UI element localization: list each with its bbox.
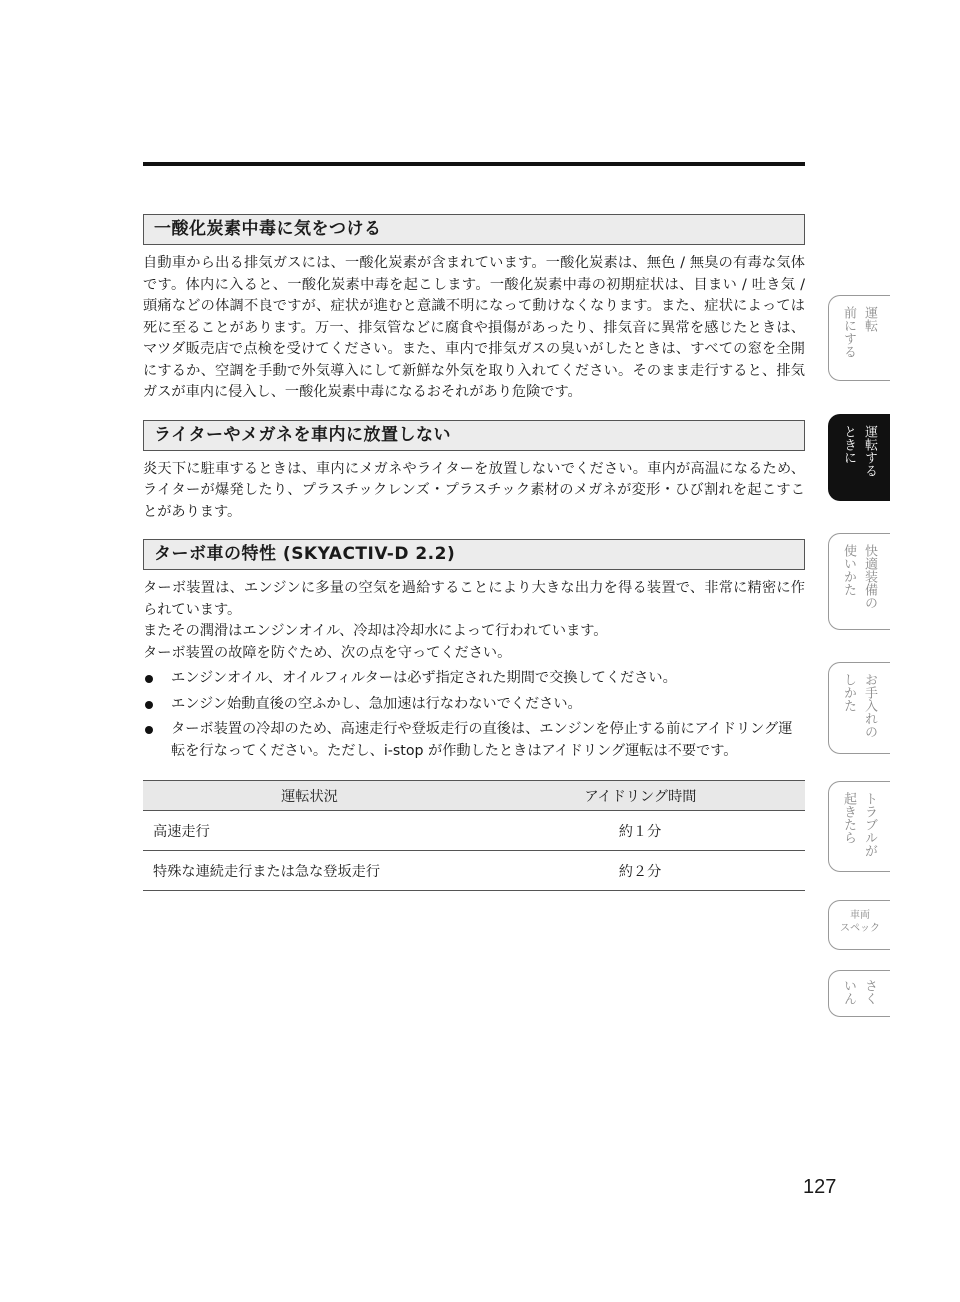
section-title: 一酸化炭素中毒に気をつける: [143, 214, 805, 245]
section-title: ターボ車の特性 (SKYACTIV-D 2.2): [143, 539, 805, 570]
tab-label: 運転: [862, 306, 877, 332]
bullet-icon: [145, 701, 153, 709]
column-header: 運転状況: [143, 781, 476, 811]
paragraph: ターボ装置は、エンジンに多量の空気を過給することにより大きな出力を得る装置で、非常に精密に作られています。: [143, 580, 805, 618]
tab-label: いん: [841, 979, 856, 1005]
tab-label: さく: [862, 979, 877, 1005]
bullet-icon: [145, 675, 153, 683]
section-title: ライターやメガネを車内に放置しない: [143, 420, 805, 451]
idling-time-table: [143, 780, 805, 891]
side-tab-maintenance[interactable]: [828, 662, 890, 754]
top-rule: [143, 162, 805, 166]
list-item-text: エンジンオイル、オイルフィルターは必ず指定された期間で交換してください。: [171, 670, 677, 686]
bullet-icon: [145, 726, 153, 734]
table-cell: 約１分: [476, 811, 805, 851]
tab-label: 前にする: [841, 306, 856, 358]
tab-label: 快適装備の: [862, 544, 877, 609]
tab-label: 起きたら: [841, 792, 856, 844]
section-turbo: [143, 539, 805, 891]
paragraph: またその潤滑はエンジンオイル、冷却は冷却水によって行われています。: [143, 623, 608, 639]
tab-label: しかた: [841, 673, 856, 712]
list-item-text: エンジン始動直後の空ふかし、急加速は行なわないでください。: [171, 695, 582, 712]
tab-label-text: 車両 スペック: [840, 910, 880, 934]
tab-label: 使いかた: [841, 544, 856, 596]
side-tab-index[interactable]: [828, 970, 890, 1017]
paragraph: 自動車から出る排気ガスには、一酸化炭素が含まれています。一酸化炭素は、無色 / 無臭の有毒な気体です。体内に入ると、一酸化炭素中毒を起こします。一酸化炭素中毒の初期症状は、目まい / 吐き気 / 頭痛などの体調不良ですが、症状が進むと意識不明になって動けなくなります。また、症状によっては死に至ることがあります。万一、排気管などに腐食や損傷があったり、排気音に異常を感じたときは、マツダ販売店で点検を受けてください。また、車内で排気ガスの臭いがしたときは、すべての窓を全開にするか、空調を手動で外気導入にして新鮮な外気を取り入れてください。そのまま走行すると、排気ガスが車内に侵入し、一酸化炭素中毒になるおそれがあり危険です。: [143, 255, 805, 400]
main-content: [143, 214, 805, 891]
list-item: [143, 694, 805, 716]
tab-label: お手入れの: [862, 673, 877, 738]
table-cell: 高速走行: [143, 811, 476, 851]
bullet-list: [143, 668, 805, 762]
side-tab-specifications[interactable]: [828, 900, 890, 950]
list-item: [143, 668, 805, 690]
side-tab-before-driving[interactable]: [828, 295, 890, 381]
column-header: アイドリング時間: [476, 781, 805, 811]
side-tab-comfort-equipment[interactable]: [828, 533, 890, 630]
section-lighter-glasses: [143, 420, 805, 524]
page-number: 127: [803, 1176, 837, 1198]
table-row: [143, 811, 805, 851]
tab-label: ときに: [841, 425, 856, 464]
tab-label: 運転する: [862, 425, 877, 477]
tab-label: トラブルが: [862, 792, 877, 857]
list-item-text: ターボ装置の冷却のため、高速走行や登坂走行の直後は、エンジンを停止する前にアイドリング運転を行なってください。ただし、i-stop が作動したときはアイドリング運転は不要です。: [171, 721, 793, 759]
table-cell: 約２分: [476, 851, 805, 891]
list-item: [143, 719, 805, 762]
table-cell: 特殊な連続走行または急な登坂走行: [143, 851, 476, 891]
paragraph: 炎天下に駐車するときは、車内にメガネやライターを放置しないでください。車内が高温になるため、ライターが爆発したり、プラスチックレンズ・プラスチック素材のメガネが変形・ひび割れを起こすことがあります。: [143, 460, 805, 520]
section-co-poisoning: [143, 214, 805, 404]
tab-label: [829, 909, 891, 935]
table-row: [143, 851, 805, 891]
side-tab-when-driving[interactable]: [828, 414, 890, 501]
paragraph: ターボ装置の故障を防ぐため、次の点を守ってください。: [143, 644, 512, 661]
table-header-row: [143, 781, 805, 811]
side-tab-troubleshooting[interactable]: [828, 781, 890, 872]
